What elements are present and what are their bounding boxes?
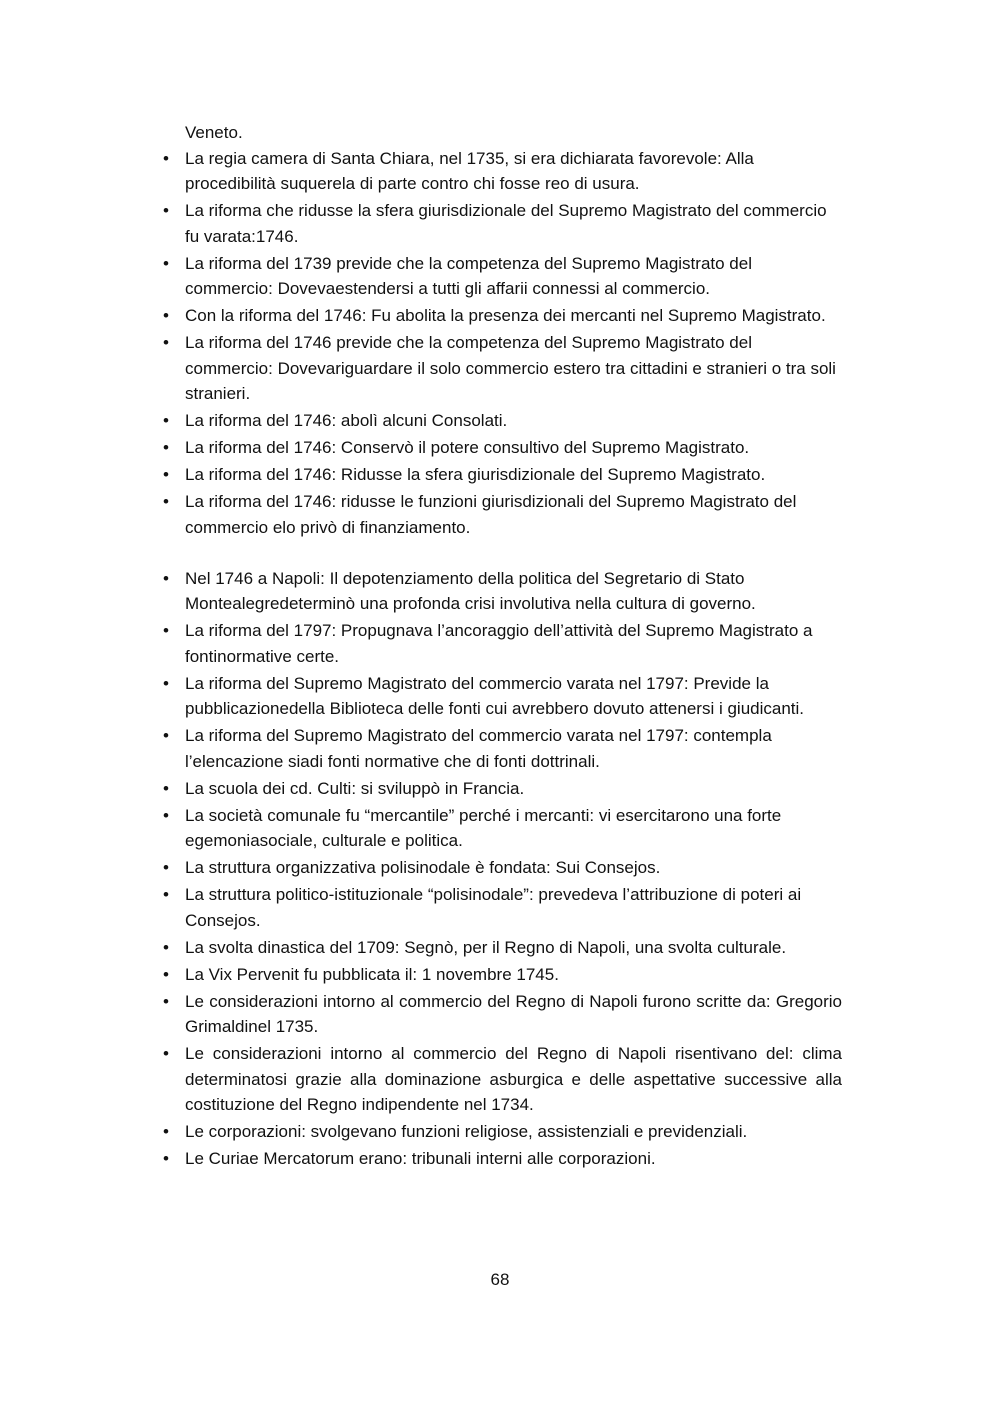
list-item-text: La riforma del Supremo Magistrato del commercio varata nel 1797: Previde la pubblicazionedella Biblioteca delle fonti cui avrebbero dovuto attenersi i giudicanti.	[185, 673, 805, 718]
list-item	[160, 882, 842, 933]
list-item-text: Nel 1746 a Napoli: Il depotenziamento della politica del Segretario di Stato Montealegredeterminò una profonda crisi involutiva nella cultura di governo.	[185, 568, 756, 613]
bullet-icon: •	[163, 805, 169, 825]
bullet-icon: •	[163, 1044, 169, 1063]
bullet-icon: •	[163, 673, 169, 693]
list-item	[160, 489, 842, 540]
bullet-list-1	[160, 146, 842, 541]
list-item-text: La riforma del 1746: ridusse le funzioni giurisdizionali del Supremo Magistrato del commercio elo privò di finanziamento.	[185, 492, 797, 537]
list-item	[160, 1119, 842, 1145]
bullet-icon: •	[163, 778, 169, 798]
list-item	[160, 1146, 842, 1172]
list-item	[160, 855, 842, 881]
continuation-text: Veneto.	[185, 123, 243, 142]
list-item-text: La svolta dinastica del 1709: Segnò, per il Regno di Napoli, una svolta culturale.	[185, 937, 787, 957]
bullet-icon: •	[163, 148, 169, 168]
bullet-icon: •	[163, 726, 169, 745]
bullet-icon: •	[163, 333, 169, 352]
list-item-text: Le considerazioni intorno al commercio del Regno di Napoli risentivano del: clima determinatosi grazie alla dominazione asburgica e delle aspettative successive alla costituzione del Regno indipendente nel 1734.	[185, 1044, 842, 1114]
list-item-text: La riforma del 1746: abolì alcuni Consolati.	[185, 411, 508, 430]
list-item	[160, 671, 842, 722]
list-item-text: La riforma che ridusse la sfera giurisdizionale del Supremo Magistrato del commercio fu varata:1746.	[185, 201, 827, 246]
list-item	[160, 776, 842, 802]
list-item-text: La società comunale fu “mercantile” perché i mercanti: vi esercitarono una forte egemoniasociale, culturale e politica.	[185, 805, 782, 850]
list-item	[160, 989, 842, 1040]
bullet-list-2	[160, 566, 842, 1172]
bullet-icon: •	[163, 568, 169, 588]
list-item	[160, 198, 842, 249]
list-item	[160, 330, 842, 407]
bullet-icon: •	[163, 201, 169, 220]
list-item-text: Con la riforma del 1746: Fu abolita la presenza dei mercanti nel Supremo Magistrato.	[185, 306, 826, 325]
bullet-icon: •	[163, 411, 169, 430]
list-item-text: La riforma del 1739 previde che la competenza del Supremo Magistrato del commercio: Dovevaestendersi a tutti gli affarii connessi al commercio.	[185, 253, 752, 298]
bullet-icon: •	[163, 1149, 169, 1168]
bullet-icon: •	[163, 885, 169, 904]
list-item-text: La riforma del 1797: Propugnava l’ancoraggio dell’attività del Supremo Magistrato a fontinormative certe.	[185, 621, 813, 666]
bullet-icon: •	[163, 492, 169, 511]
bullet-icon: •	[163, 621, 169, 640]
list-item	[160, 408, 842, 434]
bullet-icon: •	[163, 438, 169, 457]
list-item	[160, 803, 842, 854]
list-item	[160, 435, 842, 461]
list-item-text: Le considerazioni intorno al commercio del Regno di Napoli furono scritte da: Gregorio Grimaldinel 1735.	[185, 991, 842, 1036]
list-item	[160, 962, 842, 988]
section-spacer	[160, 542, 842, 566]
list-item	[160, 303, 842, 329]
bullet-icon: •	[163, 937, 169, 957]
bullet-icon: •	[163, 964, 169, 984]
list-item	[160, 146, 842, 197]
list-item-text: La struttura organizzativa polisinodale è fondata: Sui Consejos.	[185, 858, 661, 877]
bullet-icon: •	[163, 858, 169, 877]
list-item-text: La riforma del Supremo Magistrato del commercio varata nel 1797: contempla l’elencazione siadi fonti normative che di fonti dottrinali.	[185, 726, 772, 771]
list-item	[160, 723, 842, 774]
list-item-text: La riforma del 1746: Conservò il potere consultivo del Supremo Magistrato.	[185, 438, 750, 457]
list-item	[160, 251, 842, 302]
bullet-icon: •	[163, 253, 169, 273]
bullet-icon: •	[163, 1122, 169, 1141]
list-item-text: La riforma del 1746 previde che la competenza del Supremo Magistrato del commercio: Dovevariguardare il solo commercio estero tra cittadini e stranieri o tra soli stranieri.	[185, 333, 836, 403]
list-item-text: La regia camera di Santa Chiara, nel 1735, si era dichiarata favorevole: Alla procedibilità suquerela di parte contro chi fosse reo di usura.	[185, 148, 754, 193]
bullet-icon: •	[163, 465, 169, 484]
list-item	[160, 1041, 842, 1118]
bullet-icon: •	[163, 306, 169, 325]
list-item-text: La Vix Pervenit fu pubblicata il: 1 novembre 1745.	[185, 964, 559, 984]
list-item	[160, 462, 842, 488]
list-item-text: Le corporazioni: svolgevano funzioni religiose, assistenziali e previdenziali.	[185, 1122, 748, 1141]
page-number: 68	[490, 1270, 510, 1289]
list-item	[160, 618, 842, 669]
list-item-text: La scuola dei cd. Culti: si sviluppò in Francia.	[185, 778, 525, 798]
list-item-text: La riforma del 1746: Ridusse la sfera giurisdizionale del Supremo Magistrato.	[185, 465, 766, 484]
list-item-text: La struttura politico-istituzionale “polisinodale”: prevedeva l’attribuzione di poteri ai Consejos.	[185, 885, 802, 930]
list-item	[160, 935, 842, 961]
list-item-text: Le Curiae Mercatorum erano: tribunali interni alle corporazioni.	[185, 1149, 656, 1168]
page-content	[160, 120, 842, 1173]
list-item	[160, 566, 842, 617]
bullet-icon: •	[163, 991, 169, 1011]
